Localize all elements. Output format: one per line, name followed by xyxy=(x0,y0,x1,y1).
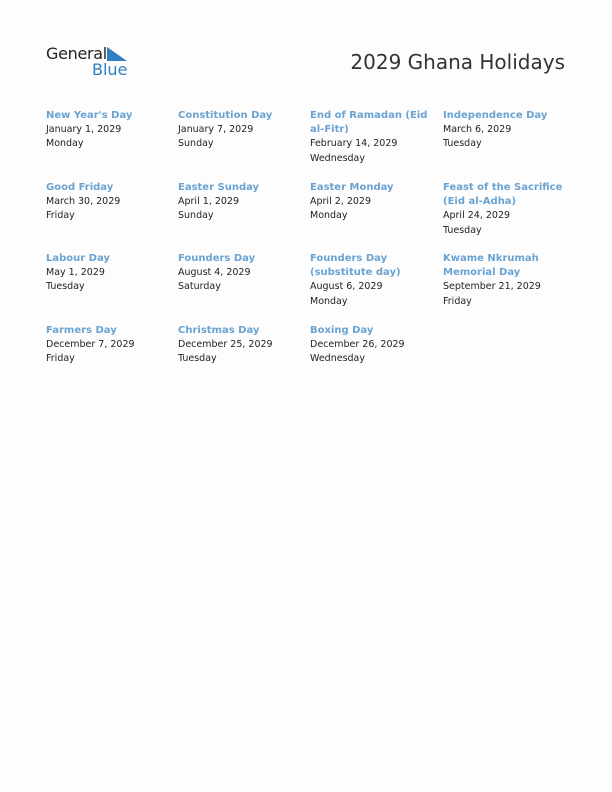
holiday-weekday: Saturday xyxy=(178,281,221,293)
holiday-item xyxy=(178,252,302,295)
holiday-item xyxy=(310,252,434,309)
holiday-date: August 6, 2029 xyxy=(310,281,383,293)
holiday-name: Founders Day xyxy=(178,253,256,264)
logo-word-general: General xyxy=(46,44,107,63)
holiday-item xyxy=(46,324,170,367)
holiday-item xyxy=(443,252,567,309)
holiday-name: Easter Sunday xyxy=(178,182,260,193)
holiday-item xyxy=(310,109,434,166)
logo-triangle-icon xyxy=(107,47,127,61)
holiday-weekday: Monday xyxy=(310,210,348,222)
holiday-weekday: Monday xyxy=(310,295,348,307)
holiday-weekday: Friday xyxy=(46,353,75,365)
holiday-name: End of Ramadan (Eid al-Fitr) xyxy=(310,110,428,136)
holiday-weekday: Sunday xyxy=(178,138,214,150)
holiday-name: Labour Day xyxy=(46,253,110,264)
holiday-name: Constitution Day xyxy=(178,110,273,121)
holiday-weekday: Tuesday xyxy=(178,353,217,365)
holiday-date: December 7, 2029 xyxy=(46,339,135,351)
holiday-name: Farmers Day xyxy=(46,325,117,336)
holiday-item xyxy=(443,181,567,238)
page-title: 2029 Ghana Holidays xyxy=(350,50,565,74)
holiday-name: Independence Day xyxy=(443,110,548,121)
holiday-name: Easter Monday xyxy=(310,182,394,193)
holiday-item xyxy=(46,109,170,152)
holiday-name: Kwame Nkrumah Memorial Day xyxy=(443,253,539,279)
holiday-name: Christmas Day xyxy=(178,325,260,336)
holiday-name: New Year's Day xyxy=(46,110,133,121)
logo-word-blue: Blue xyxy=(92,60,128,79)
holiday-date: March 30, 2029 xyxy=(46,196,121,208)
holiday-weekday: Friday xyxy=(443,295,472,307)
holiday-name: Good Friday xyxy=(46,182,114,193)
holiday-date: April 1, 2029 xyxy=(178,196,239,208)
holiday-weekday: Monday xyxy=(46,138,84,150)
holiday-item xyxy=(46,252,170,295)
holiday-date: September 21, 2029 xyxy=(443,281,541,293)
generalblue-logo xyxy=(46,44,136,80)
holiday-date: December 25, 2029 xyxy=(178,339,273,351)
holiday-weekday: Tuesday xyxy=(443,138,482,150)
holiday-weekday: Wednesday xyxy=(310,152,366,164)
holiday-name: Founders Day (substitute day) xyxy=(310,253,401,279)
holiday-item xyxy=(46,181,170,224)
holiday-date: February 14, 2029 xyxy=(310,138,398,150)
holiday-date: December 26, 2029 xyxy=(310,339,405,351)
holiday-name: Boxing Day xyxy=(310,325,374,336)
holiday-date: August 4, 2029 xyxy=(178,267,251,279)
holiday-weekday: Friday xyxy=(46,210,75,222)
holiday-date: April 24, 2029 xyxy=(443,210,511,222)
holiday-item xyxy=(178,324,302,367)
holiday-weekday: Tuesday xyxy=(46,281,85,293)
holiday-date: April 2, 2029 xyxy=(310,196,371,208)
holiday-item xyxy=(178,109,302,152)
holiday-date: January 1, 2029 xyxy=(46,124,122,136)
holiday-weekday: Wednesday xyxy=(310,353,366,365)
holiday-item xyxy=(178,181,302,224)
holiday-weekday: Sunday xyxy=(178,210,214,222)
holiday-date: January 7, 2029 xyxy=(178,124,254,136)
holiday-item xyxy=(443,109,567,152)
holiday-weekday: Tuesday xyxy=(443,224,482,236)
holiday-item xyxy=(310,181,434,224)
holiday-item xyxy=(310,324,434,367)
holiday-date: May 1, 2029 xyxy=(46,267,105,279)
holiday-name: Feast of the Sacrifice (Eid al-Adha) xyxy=(443,182,563,208)
holiday-date: March 6, 2029 xyxy=(443,124,512,136)
